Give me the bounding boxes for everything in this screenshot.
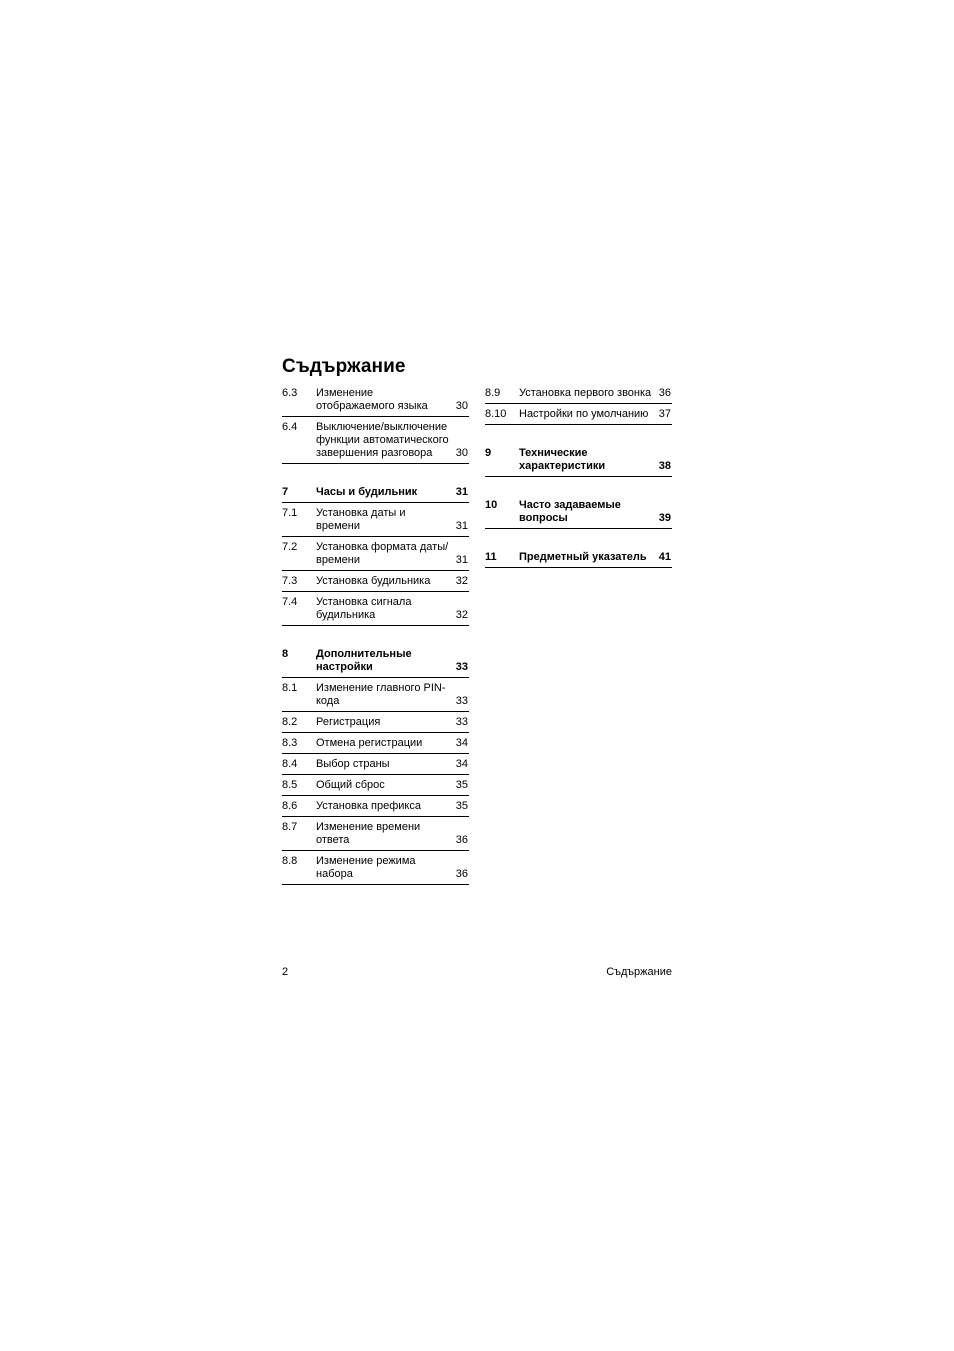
toc-entry-page: 34 — [455, 758, 468, 770]
toc-entry[interactable] — [485, 547, 672, 568]
toc-entry-number: 8.3 — [282, 737, 298, 749]
toc-entry-number: 7.4 — [282, 596, 298, 608]
toc-entry-page: 31 — [455, 520, 468, 532]
toc-entry[interactable] — [282, 817, 469, 851]
toc-entry[interactable] — [485, 383, 672, 404]
toc-entry-title: Установка префикса — [316, 800, 421, 812]
toc-entry[interactable] — [282, 644, 469, 678]
toc-entry-page: 36 — [455, 868, 468, 880]
toc-entry[interactable] — [282, 383, 469, 417]
toc-entry-number: 10 — [485, 499, 498, 511]
toc-entry[interactable] — [485, 404, 672, 425]
toc-entry-number: 8.8 — [282, 855, 298, 867]
toc-entry-title: Технические характеристики — [519, 447, 606, 472]
toc-entry-title: Изменение времени ответа — [316, 821, 421, 846]
toc-entry-number: 8.5 — [282, 779, 298, 791]
toc-entry-number: 7.2 — [282, 541, 298, 553]
toc-entry-title: Часто задаваемые вопросы — [519, 499, 621, 524]
toc-entry-title: Установка формата даты/времени — [316, 541, 449, 566]
toc-entry-title: Изменение главного PIN-кода — [316, 682, 446, 707]
toc-entry-number: 8.6 — [282, 800, 298, 812]
toc-entry-title: Предметный указатель — [519, 551, 647, 563]
toc-entry-title: Установка сигнала будильника — [316, 596, 412, 621]
toc-entry-number: 8.9 — [485, 387, 501, 399]
toc-entry-number: 8.7 — [282, 821, 298, 833]
toc-column-right — [485, 383, 672, 568]
toc-entry-title: Выключение/выключение функции автоматического завершения разговора — [316, 421, 449, 459]
toc-entry-number: 6.4 — [282, 421, 298, 433]
toc-entry-number: 8.1 — [282, 682, 298, 694]
toc-entry-page: 31 — [455, 486, 468, 498]
toc-entry-title: Изменение отображаемого языка — [316, 387, 428, 412]
toc-entry-page: 39 — [658, 512, 671, 524]
toc-entry[interactable] — [282, 537, 469, 571]
toc-entry-title: Регистрация — [316, 716, 381, 728]
toc-entry-number: 7 — [282, 486, 289, 498]
toc-entry[interactable] — [282, 775, 469, 796]
toc-entry[interactable] — [282, 678, 469, 712]
toc-entry-page: 33 — [455, 716, 468, 728]
toc-entry-page: 32 — [455, 609, 468, 621]
toc-entry-title: Настройки по умолчанию — [519, 408, 649, 420]
toc-entry-page: 36 — [658, 387, 671, 399]
toc-entry-page: 30 — [455, 447, 468, 459]
toc-entry[interactable] — [282, 592, 469, 626]
footer-page-number: 2 — [282, 966, 289, 978]
toc-entry[interactable] — [282, 851, 469, 885]
toc-entry-number: 9 — [485, 447, 492, 459]
toc-entry-number: 11 — [485, 551, 497, 563]
page-title: Съдържание — [282, 356, 406, 377]
toc-entry[interactable] — [282, 417, 469, 464]
toc-entry-title: Выбор страны — [316, 758, 390, 770]
toc-entry-number: 8.10 — [485, 408, 507, 420]
toc-entry[interactable] — [282, 712, 469, 733]
toc-entry[interactable] — [282, 503, 469, 537]
toc-entry-title: Отмена регистрации — [316, 737, 423, 749]
toc-entry-title: Установка даты и времени — [316, 507, 406, 532]
toc-entry[interactable] — [282, 754, 469, 775]
footer-section-title: Съдържание — [606, 966, 672, 978]
toc-entry[interactable] — [282, 796, 469, 817]
toc-column-left — [282, 383, 469, 885]
toc-entry-title: Общий сброс — [316, 779, 385, 791]
toc-entry-number: 6.3 — [282, 387, 298, 399]
toc-entry-title: Дополнительные настройки — [316, 648, 412, 673]
toc-entry-page: 38 — [658, 460, 671, 472]
toc-entry-number: 7.3 — [282, 575, 298, 587]
toc-entry-page: 30 — [455, 400, 468, 412]
toc-entry-page: 37 — [658, 408, 671, 420]
toc-entry-page: 33 — [455, 661, 468, 673]
toc-entry-page: 35 — [455, 779, 468, 791]
toc-entry-title: Установка будильника — [316, 575, 431, 587]
toc-entry-page: 36 — [455, 834, 468, 846]
toc-entry-page: 32 — [455, 575, 468, 587]
toc-entry-number: 8.2 — [282, 716, 298, 728]
toc-entry-page: 41 — [658, 551, 671, 563]
toc-entry-title: Изменение режима набора — [316, 855, 416, 880]
toc-entry[interactable] — [485, 495, 672, 529]
toc-entry-number: 8 — [282, 648, 289, 660]
toc-entry-page: 35 — [455, 800, 468, 812]
toc-entry-page: 33 — [455, 695, 468, 707]
toc-entry[interactable] — [282, 571, 469, 592]
toc-entry-page: 34 — [455, 737, 468, 749]
toc-entry[interactable] — [282, 482, 469, 503]
toc-entry-page: 31 — [455, 554, 468, 566]
toc-entry-number: 8.4 — [282, 758, 298, 770]
toc-entry-number: 7.1 — [282, 507, 298, 519]
toc-entry-title: Установка первого звонка — [519, 387, 652, 399]
toc-entry[interactable] — [282, 733, 469, 754]
toc-entry-title: Часы и будильник — [316, 486, 418, 498]
toc-entry[interactable] — [485, 443, 672, 477]
